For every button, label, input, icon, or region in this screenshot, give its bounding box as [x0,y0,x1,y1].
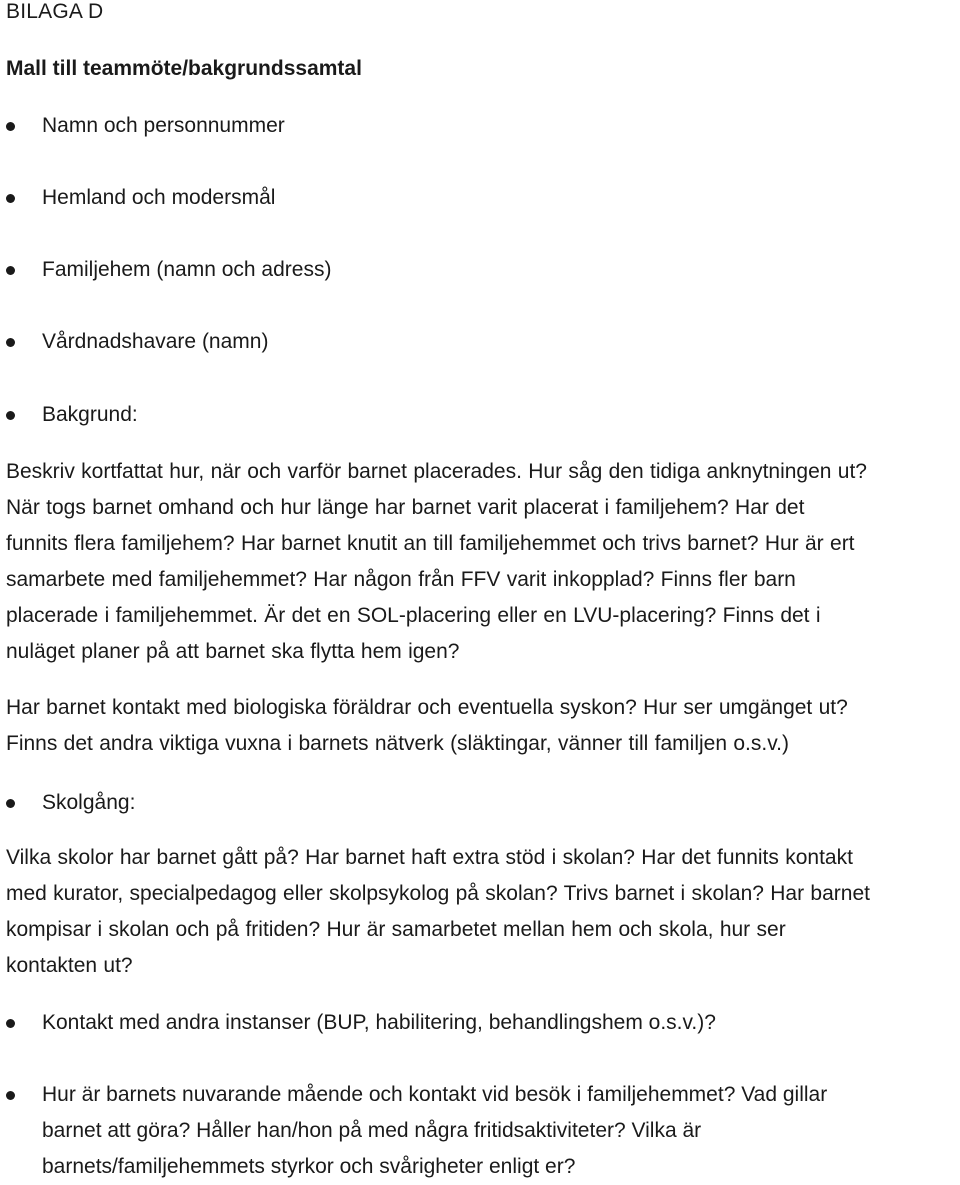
bullet-icon [6,799,15,808]
list-item-line: barnet att göra? Håller han/hon på med några fritidsaktiviteter? Vilka är [42,1119,702,1142]
list-item [6,1077,954,1185]
bullet-icon [6,1019,15,1028]
paragraph-line: funnits flera familjehem? Har barnet knutit an till familjehemmet och trivs barnet? Hur är ert [6,532,855,555]
list-item [6,108,954,144]
list-item-line: Hur är barnets nuvarande mående och kontakt vid besök i familjehemmet? Vad gillar [42,1083,828,1106]
background-paragraph [6,454,954,670]
list-item-text: Familjehem (namn och adress) [42,258,332,281]
paragraph-line: nuläget planer på att barnet ska flytta hem igen? [6,640,460,663]
list-item-text: Skolgång: [42,791,136,814]
document-title: Mall till teammöte/bakgrundssamtal [6,57,362,80]
bullet-icon [6,411,15,420]
paragraph-line: kontakten ut? [6,954,133,977]
paragraph-line: Beskriv kortfattat hur, när och varför barnet placerades. Hur såg den tidiga anknytningen ut? [6,460,867,483]
paragraph-line: Finns det andra viktiga vuxna i barnets nätverk (släktingar, vänner till familjen o.s.v.) [6,732,789,755]
school-paragraph [6,840,954,984]
list-item-line: barnets/familjehemmets styrkor och svårigheter enligt er? [42,1155,576,1178]
list-item [6,324,954,360]
contact-paragraph [6,690,954,762]
bullet-icon [6,1091,15,1100]
list-item [6,785,954,821]
list-item-text: Kontakt med andra instanser (BUP, habilitering, behandlingshem o.s.v.)? [42,1011,716,1034]
list-item [6,397,954,433]
list-item [6,1005,954,1041]
paragraph-line: samarbete med familjehemmet? Har någon från FFV varit inkopplad? Finns fler barn [6,568,796,591]
list-item-text: Namn och personnummer [42,114,285,137]
list-item-text: Hemland och modersmål [42,186,276,209]
paragraph-line: Vilka skolor har barnet gått på? Har barnet haft extra stöd i skolan? Har det funnits kontakt [6,846,853,869]
annex-label: BILAGA D [6,0,104,23]
paragraph-line: kompisar i skolan och på fritiden? Hur är samarbetet mellan hem och skola, hur ser [6,918,786,941]
bullet-icon [6,122,15,131]
list-item-text: Vårdnadshavare (namn) [42,330,269,353]
list-item [6,180,954,216]
paragraph-line: När togs barnet omhand och hur länge har barnet varit placerat i familjehem? Har det [6,496,805,519]
paragraph-line: Har barnet kontakt med biologiska föräldrar och eventuella syskon? Hur ser umgänget ut? [6,696,848,719]
bullet-icon [6,266,15,275]
bullet-icon [6,338,15,347]
paragraph-line: placerade i familjehemmet. Är det en SOL-placering eller en LVU-placering? Finns det i [6,604,821,627]
bullet-icon [6,194,15,203]
list-item [6,252,954,288]
list-item-text: Bakgrund: [42,403,138,426]
list-item-text [42,1077,954,1185]
paragraph-line: med kurator, specialpedagog eller skolpsykolog på skolan? Trivs barnet i skolan? Har barnet [6,882,870,905]
